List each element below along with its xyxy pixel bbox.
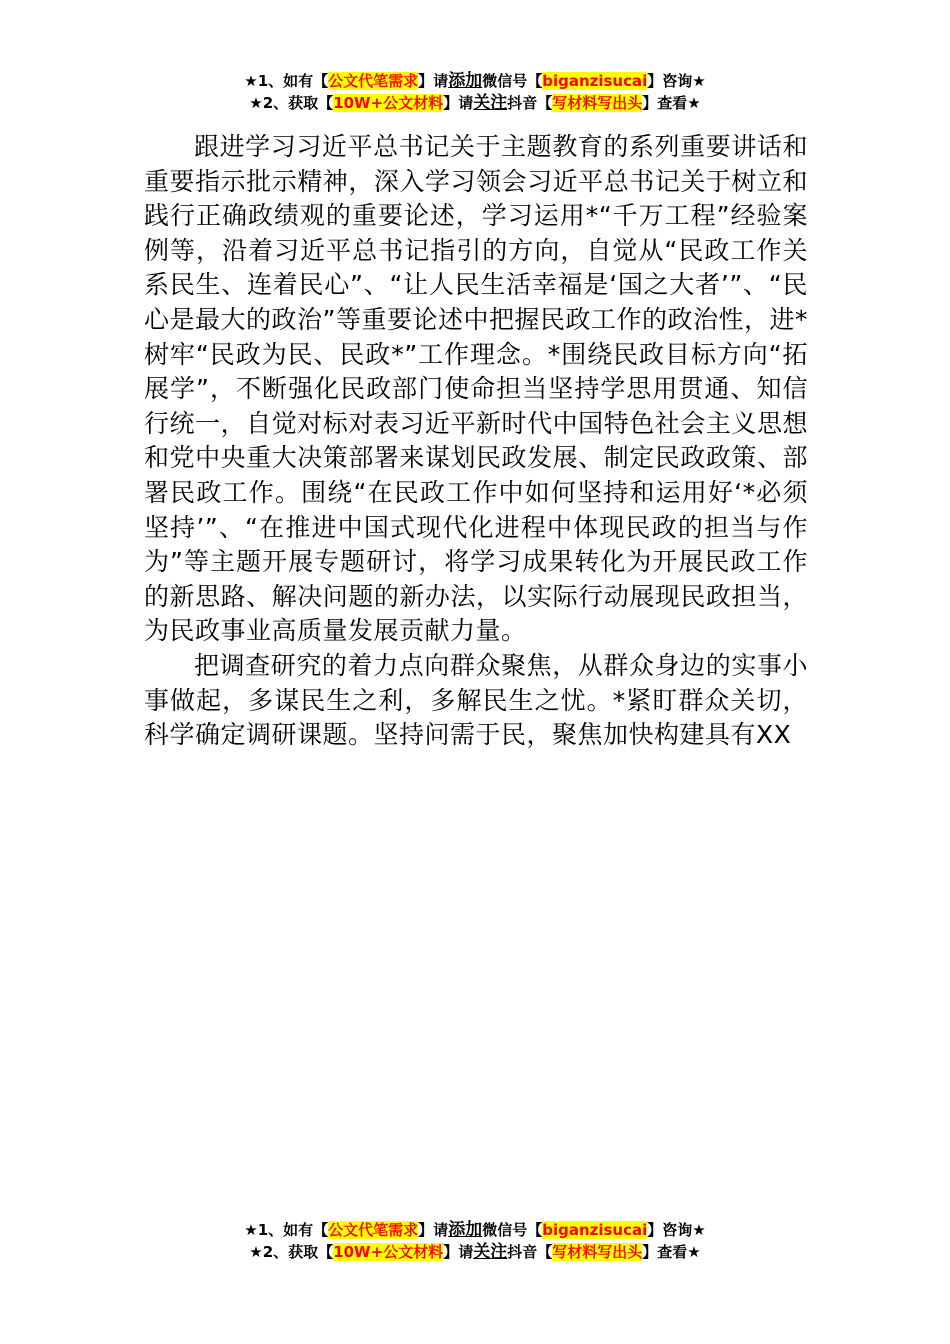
banner-text: 抖音【 <box>507 94 553 112</box>
banner-line-1 <box>0 1219 950 1241</box>
banner-text: 】查看★ <box>642 94 701 112</box>
banner-highlight: 10W+公文材料 <box>333 94 444 112</box>
banner-highlight: 公文代笔需求 <box>328 72 419 90</box>
banner-text: ★1、如有【 <box>244 72 329 90</box>
banner-highlight: 写材料写出头 <box>552 94 643 112</box>
header-banner <box>0 70 950 114</box>
banner-text: 】请 <box>443 1243 474 1261</box>
document-body <box>144 130 808 753</box>
banner-text: 】请 <box>418 72 449 90</box>
banner-line-2 <box>0 1241 950 1263</box>
banner-emphasis: 添加 <box>448 71 483 91</box>
banner-text: ★1、如有【 <box>244 1221 329 1239</box>
footer-banner <box>0 1219 950 1263</box>
paragraph-1: 跟进学习习近平总书记关于主题教育的系列重要讲话和重要指示批示精神，深入学习领会习近平总书记关于树立和践行正确政绩观的重要论述，学习运用*“千万工程”经验案例等，沿着习近平总书记指引的方向，自觉从“民政工作关系民生、连着民心”、“让人民生活幸福是‘国之大者’”、“民心是最大的政治”等重要论述中把握民政工作的政治性，进*树牢“民政为民、民政*”工作理念。*围绕民政目标方向“拓展学”，不断强化民政部门使命担当坚持学思用贯通、知信行统一，自觉对标对表习近平新时代中国特色社会主义思想和党中央重大决策部署来谋划民政发展、制定民政政策、部署民政工作。围绕“在民政工作中如何坚持和运用好‘*必须坚持’”、“在推进中国式现代化进程中体现民政的担当与作为”等主题开展专题研讨，将学习成果转化为开展民政工作的新思路、解决问题的新办法，以实际行动展现民政担当，为民政事业高质量发展贡献力量。 <box>144 132 808 646</box>
banner-line-1 <box>0 70 950 92</box>
banner-line-2 <box>0 92 950 114</box>
banner-text: ★2、获取【 <box>249 1243 334 1261</box>
banner-highlight: biganzisucai <box>542 1221 648 1239</box>
banner-emphasis: 关注 <box>473 1242 508 1262</box>
banner-text: 】查看★ <box>642 1243 701 1261</box>
banner-text: 】咨询★ <box>647 1221 706 1239</box>
banner-emphasis: 添加 <box>448 1220 483 1240</box>
banner-text: 】请 <box>418 1221 449 1239</box>
banner-text: ★2、获取【 <box>249 94 334 112</box>
banner-highlight: biganzisucai <box>542 72 648 90</box>
paragraph-2: 把调查研究的着力点向群众聚焦，从群众身边的实事小事做起，多谋民生之利，多解民生之忧。*紧盯群众关切，科学确定调研课题。坚持问需于民，聚焦加快构建具有XX <box>144 650 808 750</box>
banner-emphasis: 关注 <box>473 93 508 113</box>
banner-text: 微信号【 <box>482 72 543 90</box>
banner-text: 微信号【 <box>482 1221 543 1239</box>
banner-highlight: 写材料写出头 <box>552 1243 643 1261</box>
banner-text: 抖音【 <box>507 1243 553 1261</box>
banner-text: 】请 <box>443 94 474 112</box>
banner-highlight: 公文代笔需求 <box>328 1221 419 1239</box>
banner-highlight: 10W+公文材料 <box>333 1243 444 1261</box>
banner-text: 】咨询★ <box>647 72 706 90</box>
